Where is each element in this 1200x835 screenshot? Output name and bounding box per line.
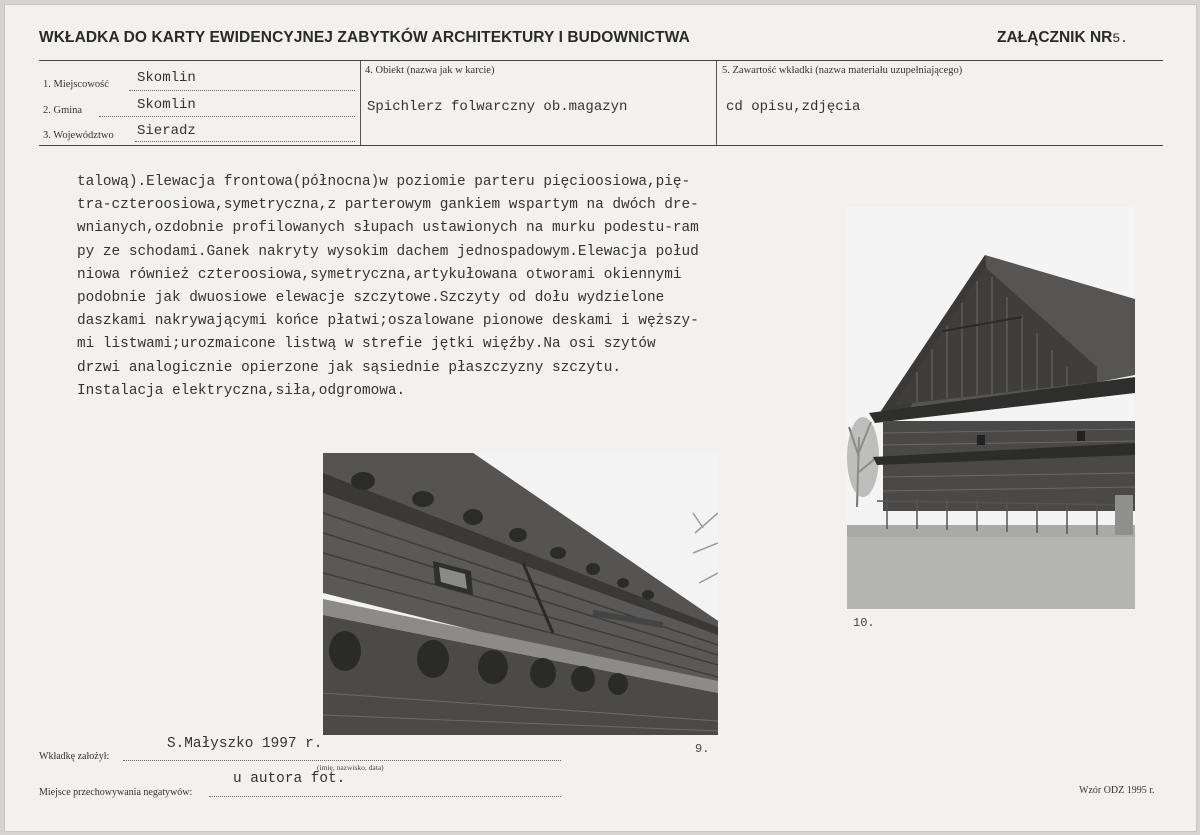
form-divider [360,61,361,145]
dotted-line [129,90,355,91]
annex-label-text: ZAŁĄCZNIK NR [997,29,1113,46]
text-line: daszkami nakrywającymi końce płatwi;oszalowane pionowe deskami i węższy- [77,313,699,330]
gmina-label: 2. Gmina [43,105,83,116]
text-line: drzwi analogicznie opierzone jak sąsiednie płaszczyzny szczytu. [77,359,622,376]
founded-label: Wkładkę założył: [39,751,110,762]
dotted-line [209,796,561,797]
text-line: tra-czteroosiowa,symetryczna,z parterowym gankiem wspartym na dwóch dre- [77,197,699,214]
text-line: talową).Elewacja frontowa(północna)w poziomie parteru pięcioosiowa,pię- [77,174,691,190]
storage-value: u autora fot. [233,771,346,787]
page-title: WKŁADKA DO KARTY EWIDENCYJNEJ ZABYTKÓW ARCHITEKTURY I BUDOWNICTWA [39,29,690,46]
photo-number: 9. [695,742,710,756]
form-header-box [39,60,1163,146]
photo-number: 10. [853,616,875,630]
miejscowosc-value: Skomlin [137,70,196,86]
wojewodztwo-value: Sieradz [137,123,196,139]
zawartosc-value: cd opisu,zdjęcia [726,99,861,115]
obiekt-label: 4. Obiekt (nazwa jak w karcie) [365,65,495,76]
photo-eaves-detail [323,453,718,735]
storage-label: Miejsce przechowywania negatywów: [39,787,193,798]
description-text [77,171,817,403]
form-divider [716,61,717,145]
founded-hint: (imię, nazwisko, data) [317,763,384,772]
text-line: Instalacja elektryczna,siła,odgromowa. [77,382,406,399]
founded-value: S.Małyszko 1997 r. [167,736,323,752]
text-line: niowa również czteroosiowa,symetryczna,artykułowana otworami okiennymi [77,266,682,283]
photo-granary-front [847,207,1135,609]
annex-number: 5. [1112,31,1128,46]
dotted-line [123,760,561,761]
miejscowosc-label: 1. Miejscowość [43,79,109,90]
text-line: podobnie jak dwuosiowe elewacje szczytowe.Szczyty od dołu wydzielone [77,290,665,307]
obiekt-value: Spichlerz folwarczny ob.magazyn [367,99,628,115]
text-line: mi listwami;urozmaicone listwą w strefie jętki więźby.Na osi szytów [77,336,656,353]
annex-label [997,29,1128,47]
form-model-label: Wzór ODZ 1995 r. [1079,785,1155,796]
text-line: wnianych,ozdobnie profilowanych słupach ustawionych na murku podestu-ram [77,220,699,237]
wojewodztwo-label: 3. Województwo [43,130,114,141]
form-sheet [4,4,1197,832]
zawartosc-label: 5. Zawartość wkładki (nazwa materiału uzupełniającego) [722,65,963,76]
dotted-line [99,116,355,117]
text-line: py ze schodami.Ganek nakryty wysokim dachem jednospadowym.Elewacja połud [77,243,699,260]
gmina-value: Skomlin [137,97,196,113]
dotted-line [135,141,355,142]
